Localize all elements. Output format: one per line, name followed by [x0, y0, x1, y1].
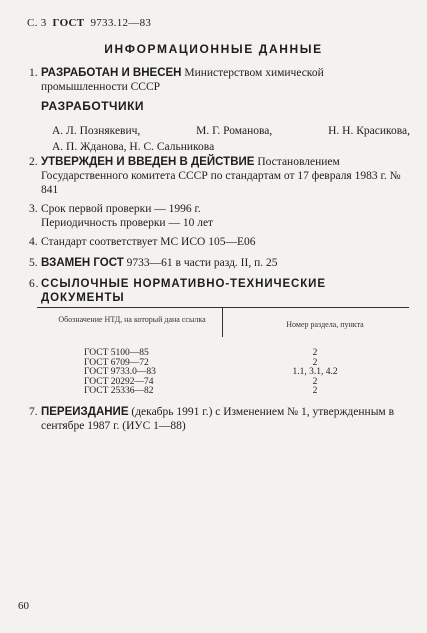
table-cell-document: ГОСТ 25336—82 [84, 386, 154, 397]
gost-label: ГОСТ [52, 17, 85, 29]
item-3-line2: Периодичность проверки — 10 лет [41, 217, 214, 229]
developer-name: Н. Н. Красикова, [328, 125, 410, 137]
item-2-text: Постановлением Государственного комитета СССР по стандартам от 17 февраля 1983 г. № 841 [41, 156, 401, 196]
page-header [27, 17, 151, 29]
developer-name: Н. С. Сальникова [129, 141, 215, 153]
item-2-number: 2. [29, 156, 38, 168]
item-1 [29, 66, 413, 94]
item-7-number: 7. [29, 406, 38, 418]
developer-name: А. П. Жданова, [52, 141, 127, 153]
item-5 [29, 256, 413, 270]
developer-name: М. Г. Романова, [196, 125, 273, 137]
item-3-line1: Срок первой проверки — 1996 г. [41, 203, 201, 215]
table-header-document: Обозначение НТД, на который дана ссылка [58, 315, 206, 324]
item-3-number: 3. [29, 203, 38, 215]
table-cell-section: 2 [312, 386, 318, 397]
page-title: ИНФОРМАЦИОННЫЕ ДАННЫЕ [104, 42, 323, 56]
item-1-text: Министерством химической промышленности СССР [41, 67, 324, 93]
table-header-section: Номер раздела, пункта [286, 320, 364, 329]
item-1-lead: РАЗРАБОТАН И ВНЕСЕН [41, 67, 182, 79]
table-documents-column [84, 349, 156, 397]
item-6-lead: ССЫЛОЧНЫЕ НОРМАТИВНО-ТЕХНИЧЕСКИЕ ДОКУМЕНТЫ [41, 278, 326, 304]
table-top-rule [37, 307, 409, 308]
table-cell-document: ГОСТ 6709—72 [84, 357, 149, 368]
item-4-number: 4. [29, 236, 38, 248]
table-cell-document: ГОСТ 9733.0—83 [84, 367, 156, 378]
table-cell-section: 2 [312, 376, 318, 387]
developers-list [52, 123, 410, 155]
item-5-text: 9733—61 в части разд. II, п. 25 [126, 257, 278, 269]
table-cell-document: ГОСТ 5100—85 [84, 348, 149, 358]
item-2-lead: УТВЕРЖДЕН И ВВЕДЕН В ДЕЙСТВИЕ [41, 156, 255, 168]
item-4-text: Стандарт соответствует МС ИСО 105—Е06 [41, 236, 256, 248]
item-6 [29, 277, 413, 305]
item-1-number: 1. [29, 67, 38, 79]
item-7-lead: ПЕРЕИЗДАНИЕ [41, 406, 129, 418]
table-cell-section: 2 [312, 348, 318, 358]
developer-name: А. Л. Познякевич, [52, 125, 141, 137]
table-cell-section: 1.1, 3.1, 4.2 [292, 367, 338, 378]
item-5-lead: ВЗАМЕН ГОСТ [41, 257, 124, 269]
item-2 [29, 155, 413, 197]
item-4 [29, 235, 413, 249]
item-3 [29, 202, 413, 230]
item-7 [29, 405, 413, 433]
table-sections-column [275, 349, 355, 397]
standard-number: 9733.12—83 [90, 17, 152, 29]
table-column-divider [222, 307, 223, 337]
page-label: С. 3 [27, 17, 47, 29]
item-6-number: 6. [29, 278, 40, 290]
page-number: 60 [18, 600, 29, 612]
table-cell-section: 2 [312, 357, 318, 368]
developers-heading: РАЗРАБОТЧИКИ [41, 99, 145, 113]
table-cell-document: ГОСТ 20292—74 [84, 376, 154, 387]
item-5-number: 5. [29, 257, 38, 269]
item-7-text: (декабрь 1991 г.) с Изменением № 1, утвержденным в сентябре 1987 г. (ИУС 1—88) [41, 406, 394, 432]
